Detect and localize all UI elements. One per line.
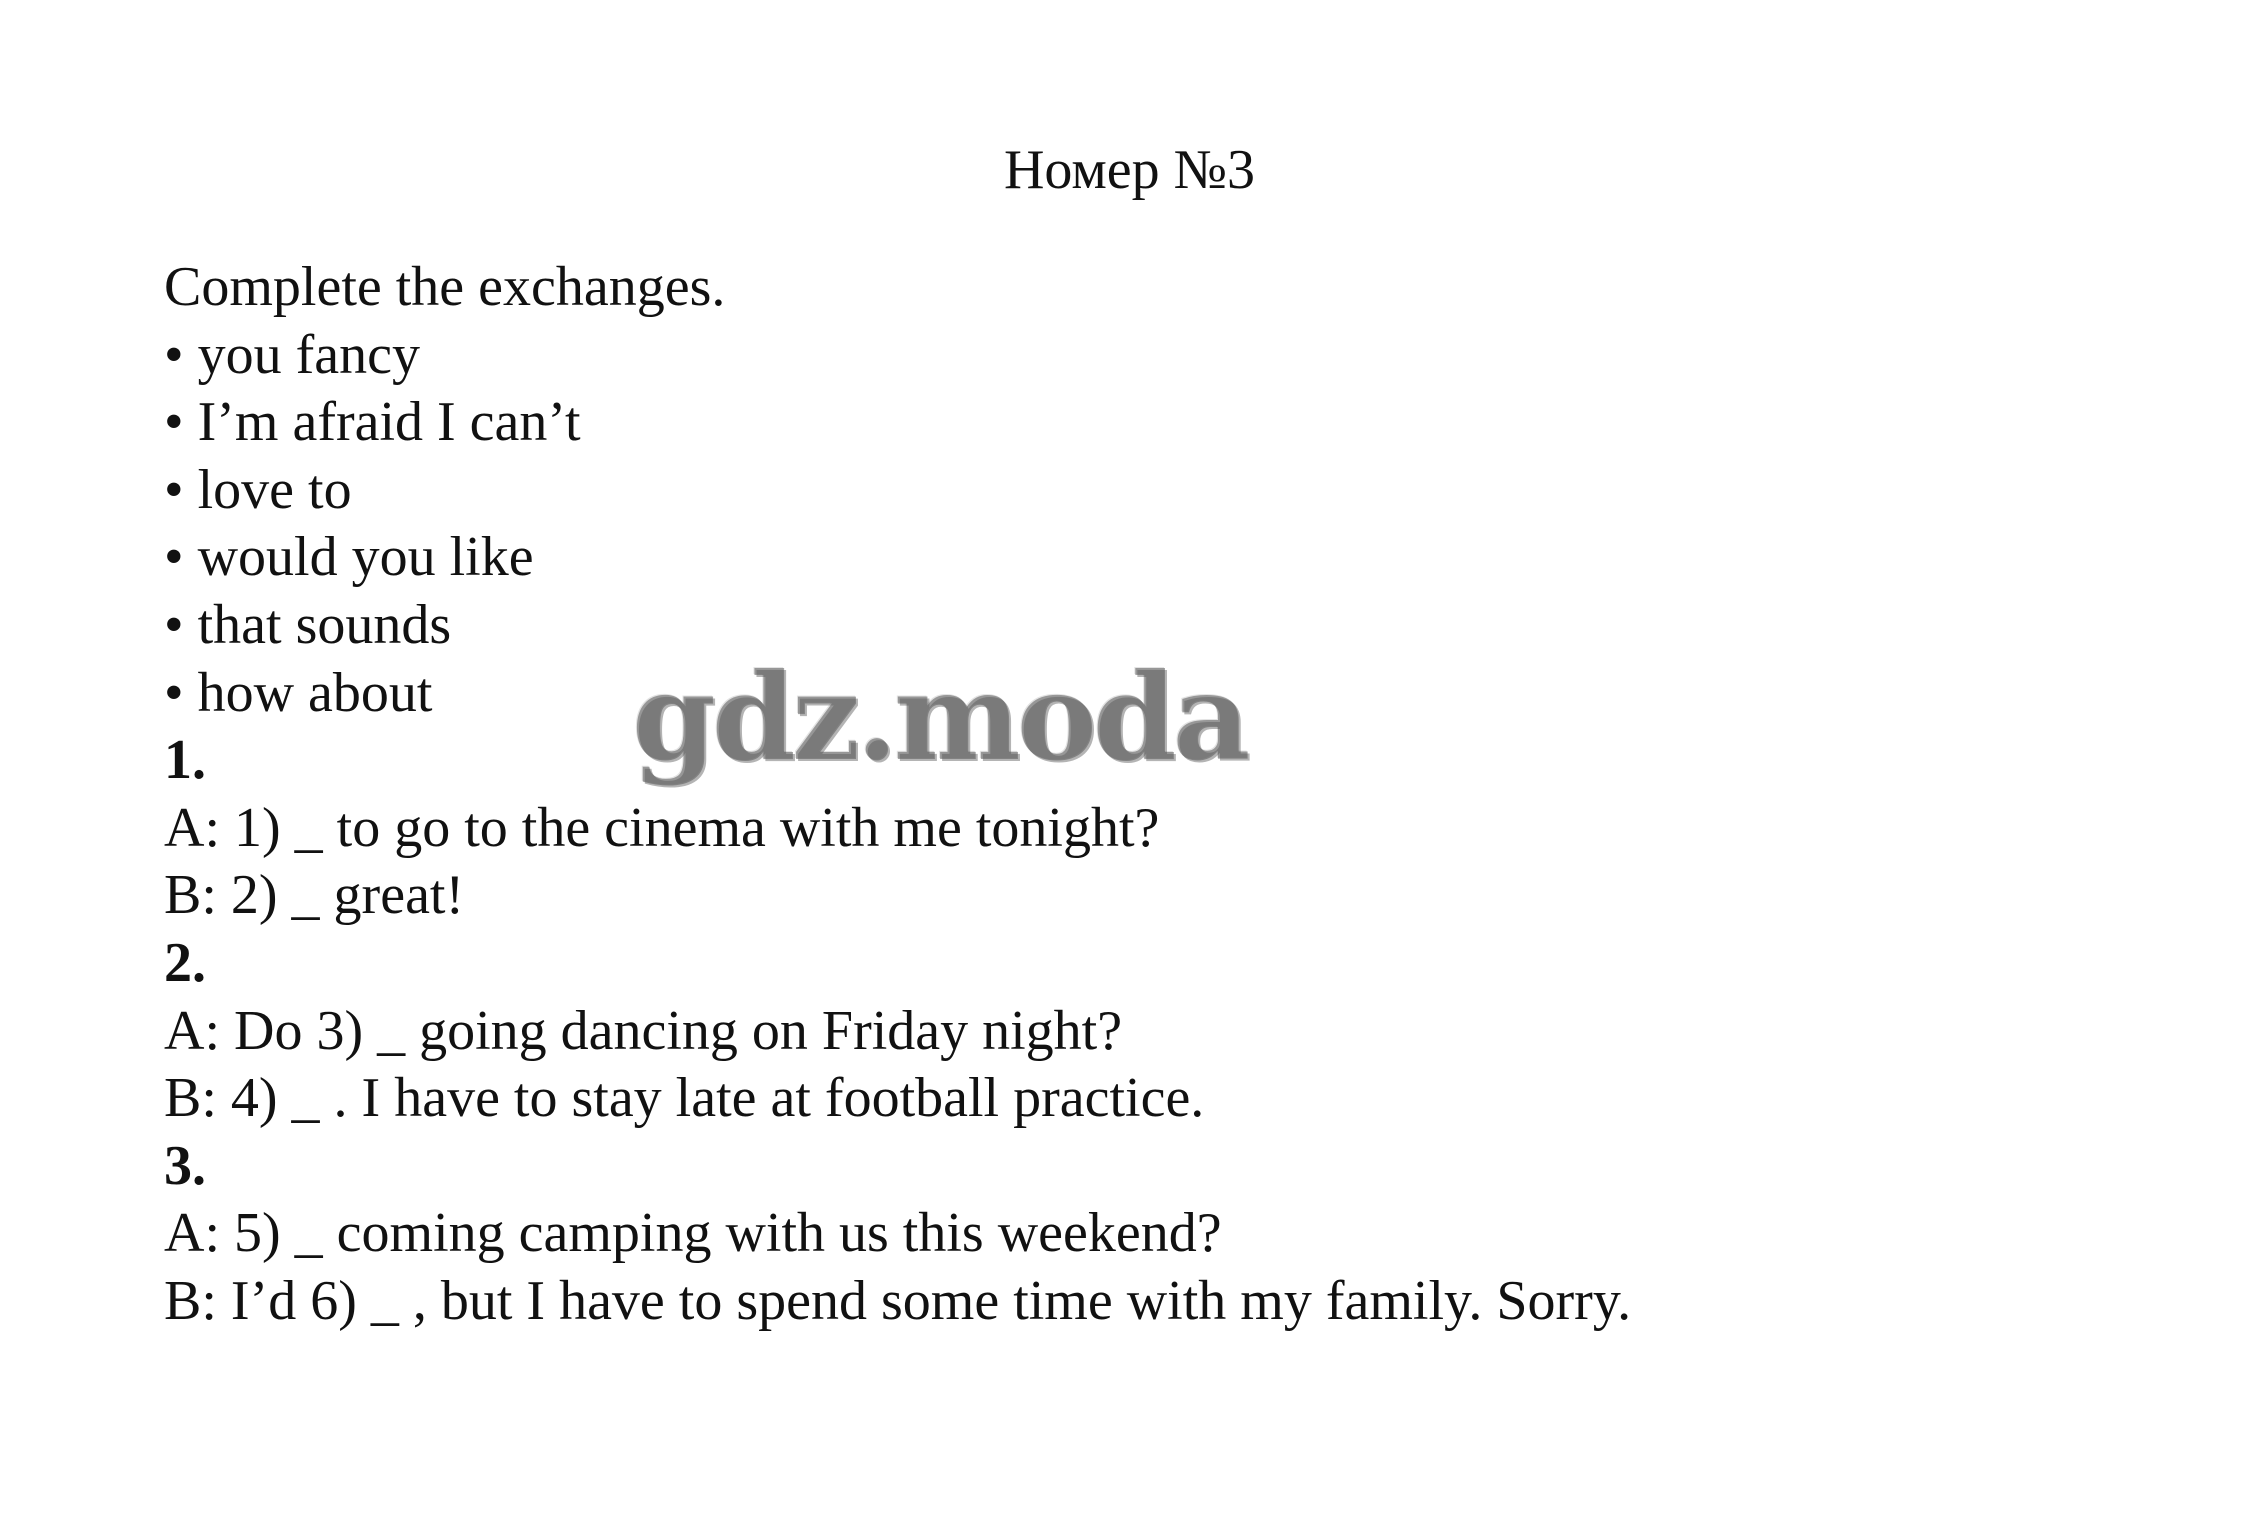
word-bank-item: • you fancy: [164, 323, 420, 386]
word-bank-item: • that sounds: [164, 593, 452, 656]
exchange-line-a: A: 1) _ to go to the cinema with me tonight?: [164, 796, 1160, 859]
exchange-line-a: A: 5) _ coming camping with us this weekend?: [164, 1202, 1222, 1265]
page-title: Номер №3: [1003, 139, 1256, 201]
word-bank-item: • how about: [164, 661, 433, 724]
exchange-line-b: B: 2) _ great!: [164, 864, 465, 927]
instruction: Complete the exchanges.: [164, 256, 726, 318]
exchange-line-a: A: Do 3) _ going dancing on Friday night?: [164, 999, 1123, 1062]
word-bank-item: • would you like: [164, 526, 534, 589]
exercise-body: [164, 254, 2064, 1336]
exchange-number: 3.: [164, 1134, 206, 1197]
watermark: gdz.moda: [632, 647, 1247, 788]
word-bank: [164, 322, 2064, 728]
exchange-number: 1.: [164, 729, 206, 792]
exchange-1: [164, 727, 2064, 930]
exchange-line-b: B: 4) _ . I have to stay late at football practice.: [164, 1067, 1205, 1130]
exchange-number: 2.: [164, 931, 206, 994]
word-bank-item: • I’m afraid I can’t: [164, 391, 581, 454]
word-bank-item: • love to: [164, 458, 352, 521]
exchange-2: [164, 930, 2064, 1133]
exchange-3: [164, 1133, 2064, 1336]
exchange-line-b: B: I’d 6) _ , but I have to spend some time with my family. Sorry.: [164, 1269, 1632, 1332]
